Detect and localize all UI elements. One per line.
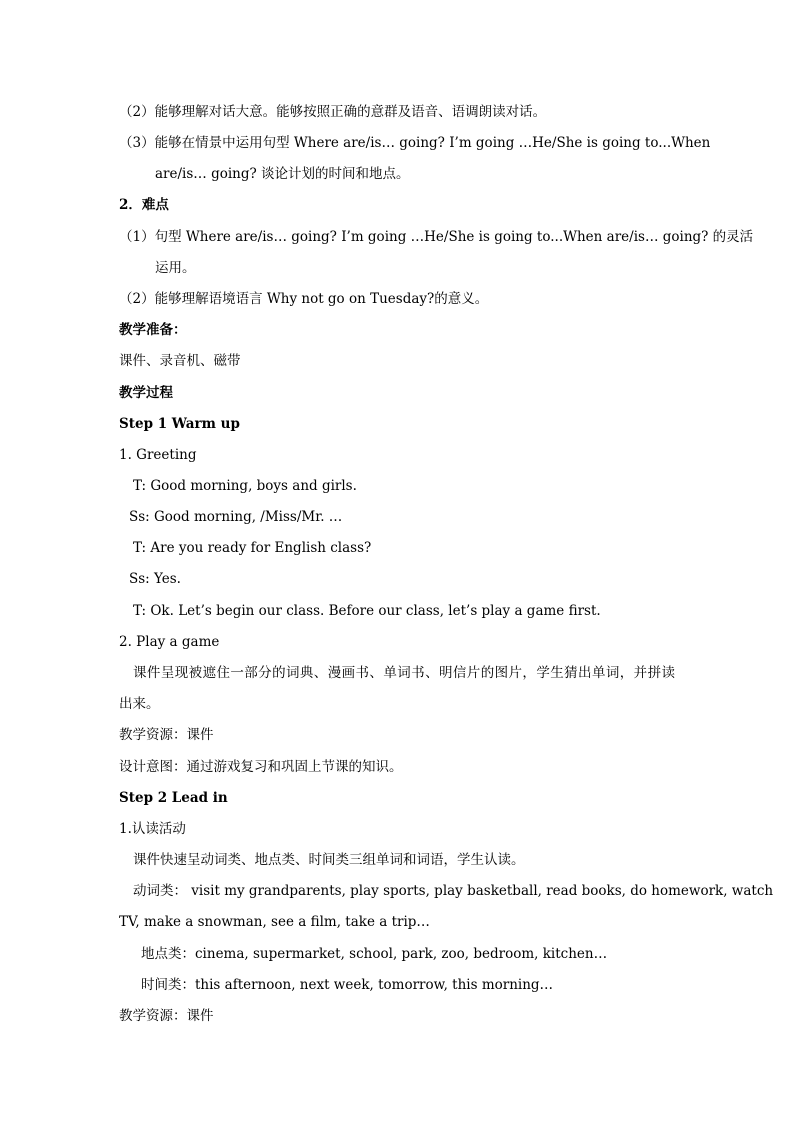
reading-activity-description: 课件快速呈动词类、地点类、时间类三组单词和词语，学生认读。 xyxy=(133,852,525,868)
step-1-item-2: 2. Play a game xyxy=(119,634,220,650)
step-2-item-1: 1.认读活动 xyxy=(119,821,186,837)
step-1-item-1: 1. Greeting xyxy=(119,447,197,463)
preparation-materials: 课件、录音机、磁带 xyxy=(119,353,241,369)
dialogue-line: T: Are you ready for English class? xyxy=(133,540,372,556)
teaching-resource: 教学资源：课件 xyxy=(119,1008,214,1024)
objective-line-2: （2）能够理解对话大意。能够按照正确的意群及语音、语调朗读对话。 xyxy=(119,104,547,120)
difficulty-line-1-cont: 运用。 xyxy=(155,260,196,276)
step-1-heading: Step 1 Warm up xyxy=(119,416,240,432)
dialogue-line: T: Ok. Let’s begin our class. Before our class, let’s play a game first. xyxy=(133,603,601,619)
difficulty-line-2: （2）能够理解语境语言 Why not go on Tuesday?的意义。 xyxy=(119,291,489,307)
difficulty-line-1: （1）句型 Where are/is… going? I’m going …He/She is going to...When are/is… going? 的灵活 xyxy=(119,229,754,245)
time-category-line: 时间类：this afternoon, next week, tomorrow, this morning… xyxy=(141,977,554,993)
step-2-heading: Step 2 Lead in xyxy=(119,790,228,806)
section-heading-process: 教学过程 xyxy=(119,385,173,401)
verb-category-line: 动词类： visit my grandparents, play sports, play basketball, read books, do homework, watch xyxy=(133,883,774,899)
game-description-cont: 出来。 xyxy=(119,696,160,712)
section-heading-difficulty: 2．难点 xyxy=(119,197,169,213)
section-heading-preparation: 教学准备： xyxy=(119,322,187,338)
verb-category-cont: TV, make a snowman, see a film, take a trip… xyxy=(119,914,430,930)
game-description: 课件呈现被遮住一部分的词典、漫画书、单词书、明信片的图片，学生猜出单词，并拼读 xyxy=(133,665,675,681)
place-category-line: 地点类：cinema, supermarket, school, park, zoo, bedroom, kitchen… xyxy=(141,946,608,962)
dialogue-line: Ss: Yes. xyxy=(129,571,181,587)
objective-line-3: （3）能够在情景中运用句型 Where are/is… going? I’m going …He/She is going to...When xyxy=(119,135,711,151)
teaching-resource: 教学资源：课件 xyxy=(119,727,214,743)
dialogue-line: Ss: Good morning, /Miss/Mr. … xyxy=(129,509,343,525)
design-intent: 设计意图：通过游戏复习和巩固上节课的知识。 xyxy=(119,759,403,775)
dialogue-line: T: Good morning, boys and girls. xyxy=(133,478,357,494)
objective-line-3-cont: are/is… going? 谈论计划的时间和地点。 xyxy=(155,166,410,182)
